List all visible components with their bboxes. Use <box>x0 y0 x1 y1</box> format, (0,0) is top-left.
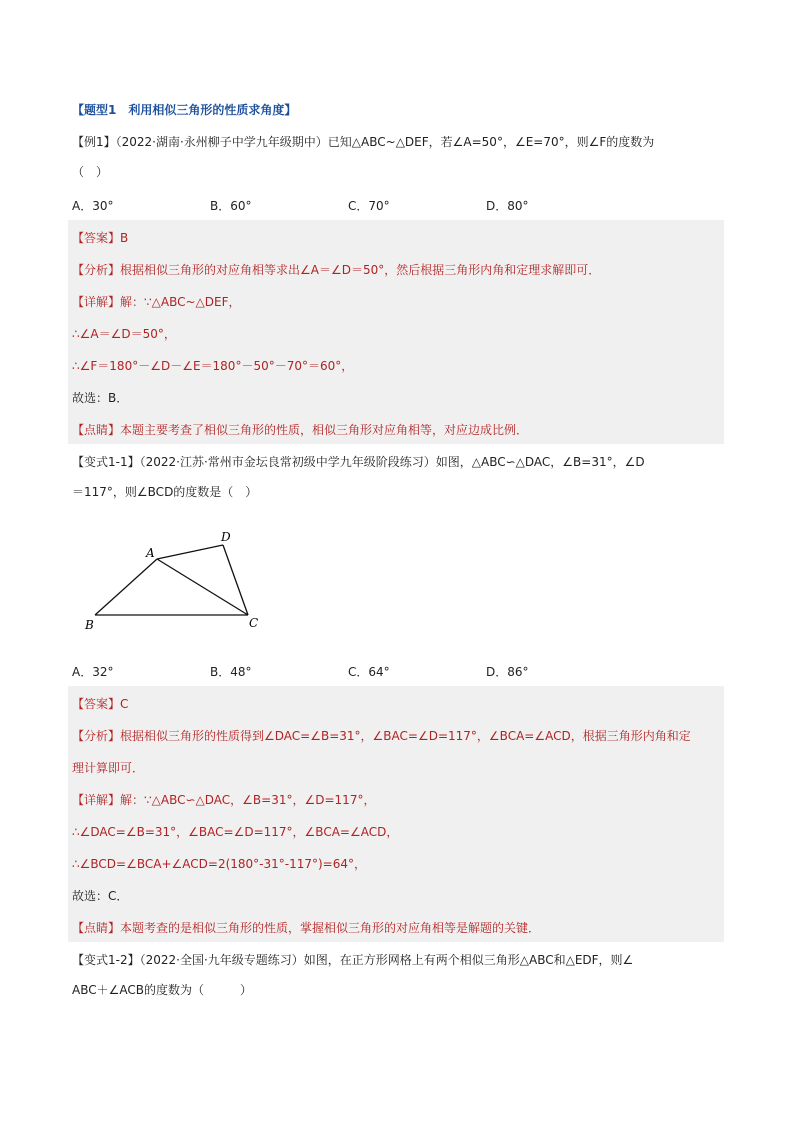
variant11-option-d: D．86° <box>486 665 529 679</box>
variant11-detail-3: ∴∠BCD=∠BCA+∠ACD=2(180°-31°-117°)=64°， <box>72 857 367 871</box>
example1-option-b: B．60° <box>210 199 252 213</box>
variant11-detail-2: ∴∠DAC=∠B=31°，∠BAC=∠D=117°，∠BCA=∠ACD， <box>72 825 399 839</box>
variant11-option-a: A．32° <box>72 665 114 679</box>
example1-question-line2: （ ） <box>72 165 109 179</box>
example1-detail-3: ∴∠F＝180°－∠D－∠E＝180°－50°－70°＝60°， <box>72 359 354 373</box>
edge-ac <box>157 559 248 615</box>
example1-detail-1: 【详解】解：∵△ABC~△DEF， <box>72 295 241 309</box>
example1-answer: 【答案】B <box>72 231 129 245</box>
variant12-question-line1: 【变式1-2】（2022·全国·九年级专题练习）如图，在正方形网格上有两个相似三角形△ABC和△EDF，则∠ <box>72 953 634 967</box>
example1-option-a: A．30° <box>72 199 114 213</box>
edge-ba <box>95 559 157 615</box>
example1-comment: 【点睛】本题主要考查了相似三角形的性质，相似三角形对应角相等，对应边成比例． <box>72 423 529 437</box>
example1-choose: 故选：B． <box>72 391 129 405</box>
label-a: A <box>146 546 155 560</box>
label-b: B <box>85 618 94 632</box>
triangle-figure <box>80 525 280 635</box>
variant12-question-line2: ABC＋∠ACB的度数为（ ） <box>72 983 252 997</box>
variant11-detail-1: 【详解】解：∵△ABC∽△DAC，∠B=31°，∠D=117°， <box>72 793 376 807</box>
variant11-option-b: B．48° <box>210 665 252 679</box>
example1-option-c: C．70° <box>348 199 390 213</box>
variant11-choose: 故选：C． <box>72 889 129 903</box>
variant11-comment: 【点睛】本题考查的是相似三角形的性质，掌握相似三角形的对应角相等是解题的关键． <box>72 921 541 935</box>
variant11-option-c: C．64° <box>348 665 390 679</box>
example1-detail-2: ∴∠A＝∠D＝50°， <box>72 327 176 341</box>
label-c: C <box>249 616 259 630</box>
example1-analysis: 【分析】根据相似三角形的对应角相等求出∠A＝∠D＝50°，然后根据三角形内角和定理求解即可． <box>72 263 601 277</box>
variant11-solution-panel <box>68 686 724 942</box>
section-title: 【题型1 利用相似三角形的性质求角度】 <box>72 103 297 117</box>
variant11-question-line1: 【变式1-1】（2022·江苏·常州市金坛良常初级中学九年级阶段练习）如图，△ABC∽△DAC，∠B=31°，∠D <box>72 455 645 469</box>
edge-ad <box>157 545 223 559</box>
example1-question-line1: 【例1】（2022·湖南·永州柳子中学九年级期中）已知△ABC~△DEF，若∠A=50°，∠E=70°，则∠F的度数为 <box>72 135 655 149</box>
example1-option-d: D．80° <box>486 199 529 213</box>
variant11-analysis-2: 理计算即可． <box>72 761 145 775</box>
variant11-question-line2: ＝117°，则∠BCD的度数是（ ） <box>72 485 258 499</box>
variant11-analysis-1: 【分析】根据相似三角形的性质得到∠DAC=∠B=31°，∠BAC=∠D=117°，∠BCA=∠ACD，根据三角形内角和定 <box>72 729 691 743</box>
variant11-answer: 【答案】C <box>72 697 129 711</box>
label-d: D <box>221 530 231 544</box>
edge-dc <box>223 545 248 615</box>
